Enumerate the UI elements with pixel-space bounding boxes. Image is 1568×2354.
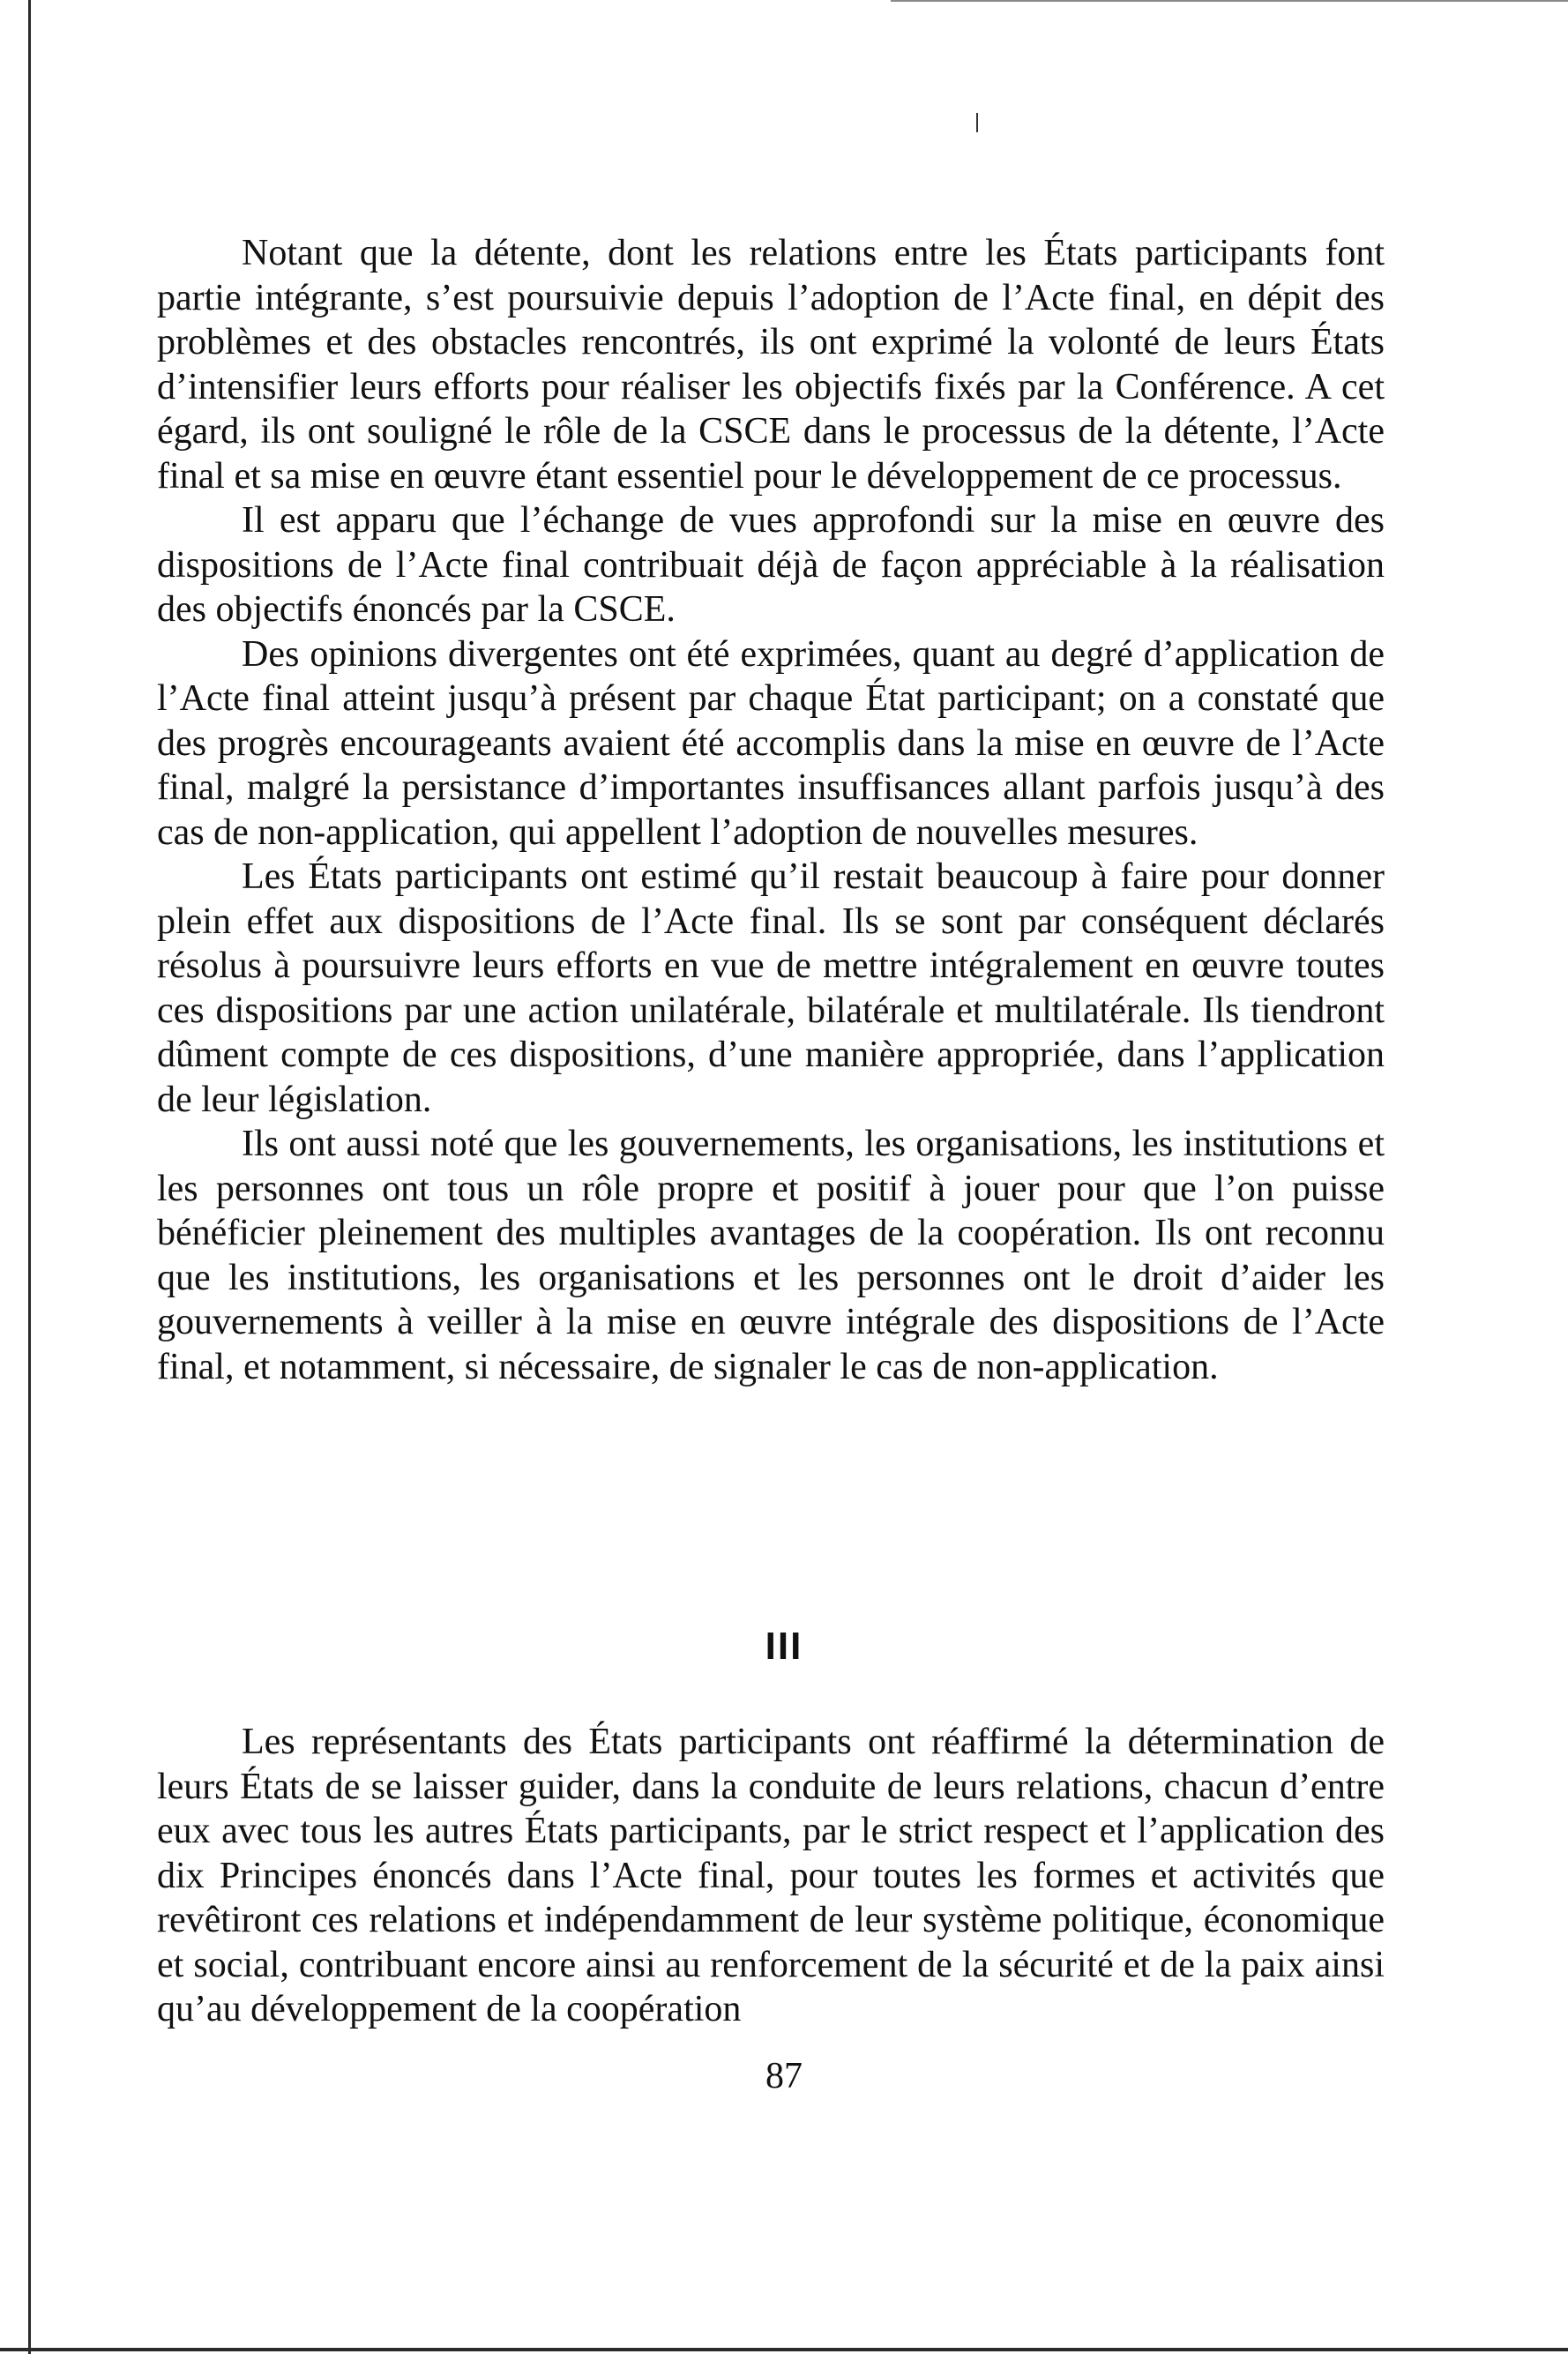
scan-mark [976, 113, 978, 132]
scan-border-bottom [0, 2348, 1568, 2351]
paragraph: Notant que la détente, dont les relations entre les États participants font partie intégrante, s’est poursuivie depuis l’adoption de l’Acte final, en dépit des problèmes et des obstacles rencontrés, ils ont exprimé la volonté de leurs États d’intensifier leurs efforts pour réaliser les objectifs fixés par la Conférence. A cet égard, ils ont souligné le rôle de la CSCE dans le processus de la détente, l’Acte final et sa mise en œuvre étant essentiel pour le développement de ce processus. [157, 233, 1385, 497]
page-number: 87 [765, 2056, 803, 2096]
paragraph: Les États participants ont estimé qu’il restait beaucoup à faire pour donner plein effet aux dispositions de l’Acte final. Ils se sont par conséquent déclarés résolus à poursuivre leurs efforts en vue de mettre intégralement en œuvre toutes ces dispositions par une action unilatérale, bilatérale et multilatérale. Ils tiendront dûment compte de ces dispositions, d’une manière appropriée, dans l’application de leur législation. [157, 856, 1385, 1120]
scan-border-left [28, 0, 31, 2354]
section-heading: III [765, 1625, 803, 1668]
body-text-before-heading [157, 231, 1385, 1389]
paragraph: Il est apparu que l’échange de vues approfondi sur la mise en œuvre des dispositions de l’Acte final contribuait déjà de façon appréciable à la réalisation des objectifs énoncés par la CSCE. [157, 500, 1385, 630]
scan-border-top [891, 0, 1568, 2]
body-text-after-heading [157, 1720, 1385, 2032]
paragraph: Les représentants des États participants ont réaffirmé la détermination de leurs États de se laisser guider, dans la conduite de leurs relations, chacun d’entre eux avec tous les autres États participants, par le strict respect et l’application des dix Principes énoncés dans l’Acte final, pour toutes les formes et activités que revêtiront ces relations et indépendamment de leur système politique, économique et social, contribuant encore ainsi au renforcement de la sécurité et de la paix ainsi qu’au développement de la coopération [157, 1722, 1385, 2029]
paragraph: Des opinions divergentes ont été exprimées, quant au degré d’application de l’Acte final atteint jusqu’à présent par chaque État participant; on a constaté que des progrès encourageants avaient été accomplis dans la mise en œuvre de l’Acte final, malgré la persistance d’importantes insuffisances allant parfois jusqu’à des cas de non-application, qui appellent l’adoption de nouvelles mesures. [157, 633, 1385, 853]
paragraph: Ils ont aussi noté que les gouvernements, les organisations, les institutions et les personnes ont tous un rôle propre et positif à jouer pour que l’on puisse bénéficier pleinement des multiples avantages de la coopération. Ils ont reconnu que les institutions, les organisations et les personnes ont le droit d’aider les gouvernements à veiller à la mise en œuvre intégrale des dispositions de l’Acte final, et notamment, si nécessaire, de signaler le cas de non-application. [157, 1124, 1385, 1387]
